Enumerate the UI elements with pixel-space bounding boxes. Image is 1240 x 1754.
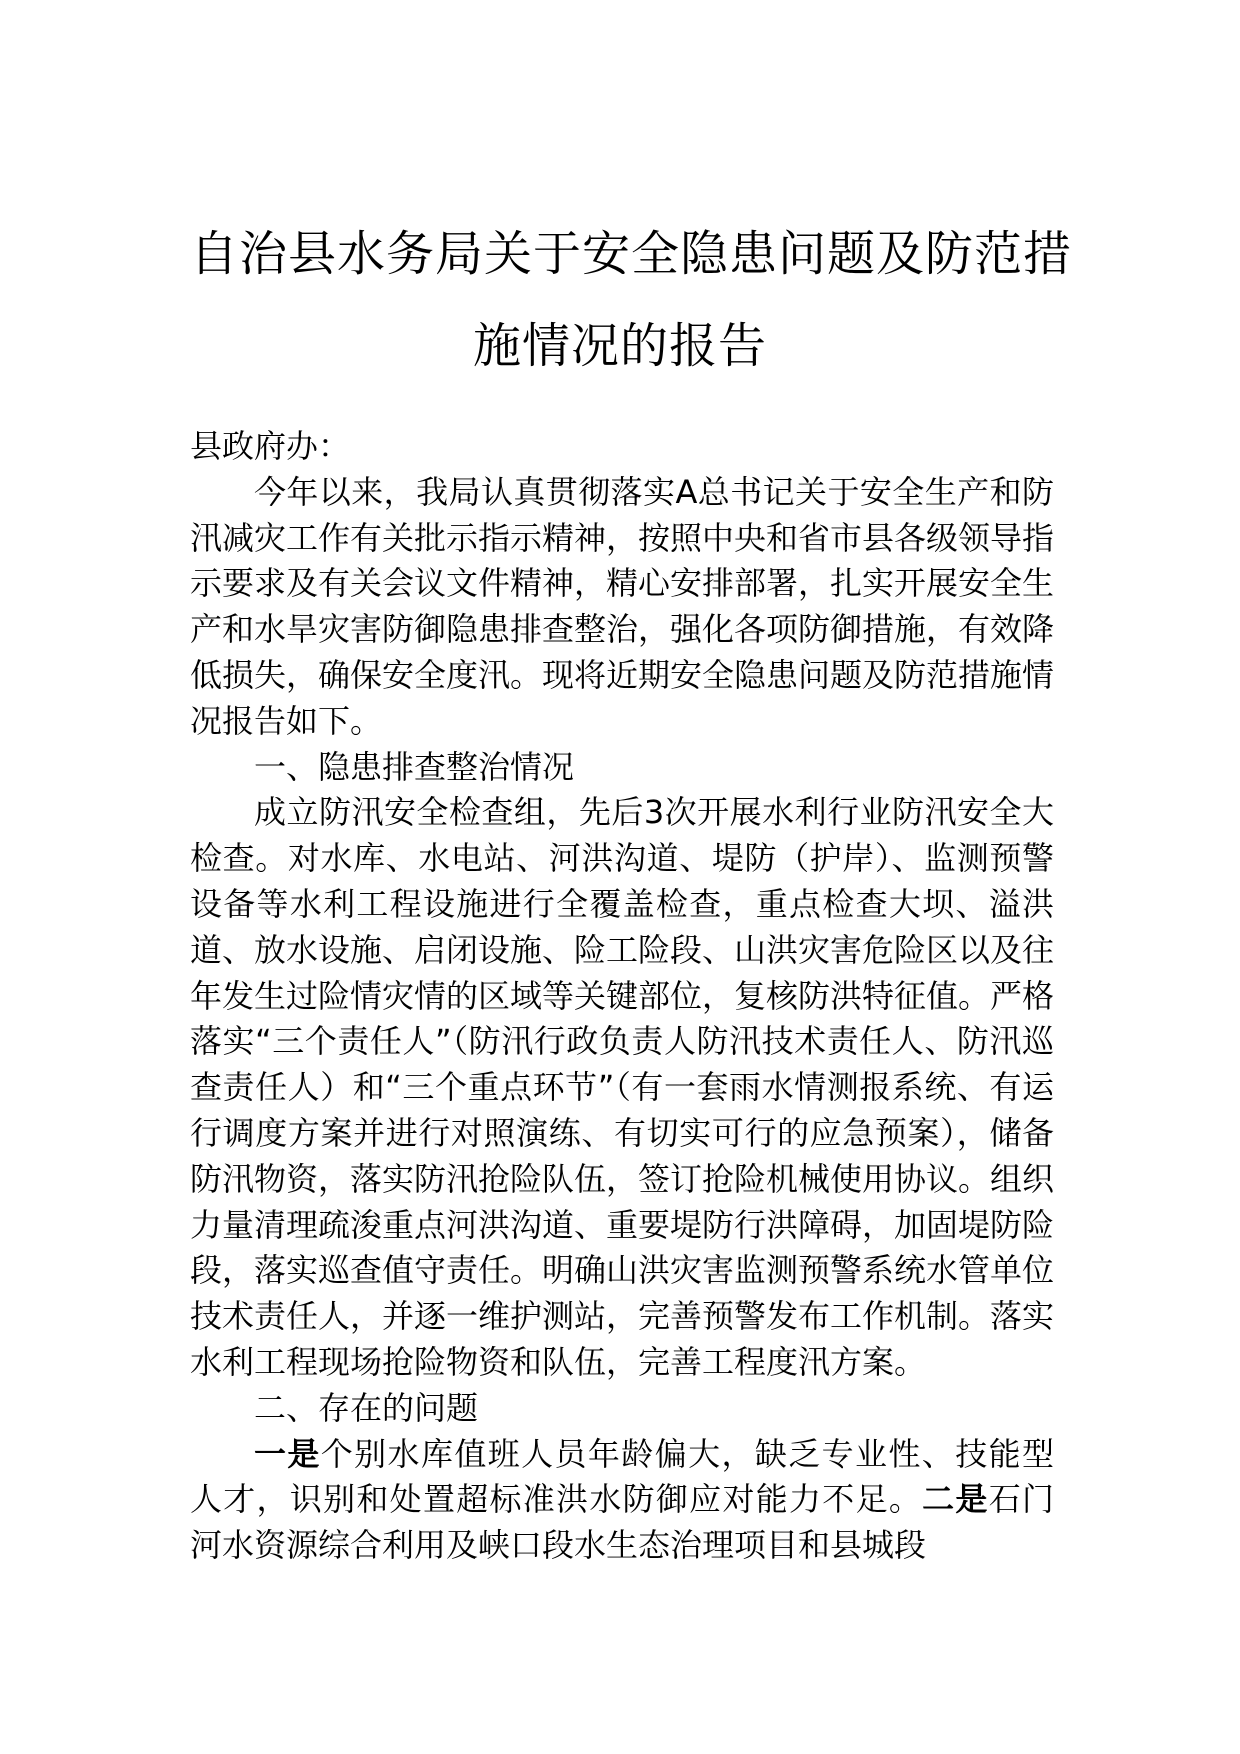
intro-paragraph: 今年以来，我局认真贯彻落实A总书记关于安全生产和防汛减灾工作有关批示指示精神，按照中央和省市县各级领导指示要求及有关会议文件精神，精心安排部署，扎实开展安全生产和水旱灾害防御隐患排查整治，强化各项防御措施，有效降低损失，确保安全度汛。现将近期安全隐患问题及防范措施情况报告如下。 <box>190 472 1055 740</box>
title-line-2: 施情况的报告 <box>472 318 767 374</box>
item-2-text: 石门河水资源综合利用及峡口段水生态治理项目和县城段 <box>190 1480 1054 1565</box>
section-heading-2: 二、存在的问题 <box>254 1388 479 1427</box>
section-1-paragraph: 成立防汛安全检查组，先后3次开展水利行业防汛安全大检查。对水库、水电站、河洪沟道、堤防（护岸）、监测预警设备等水利工程设施进行全覆盖检查，重点检查大坝、溢洪道、放水设施、启闭设施、险工险段、山洪灾害危险区以及往年发生过险情灾情的区域等关键部位，复核防洪特征值。严格落实“三个责任人”（防汛行政负责人防汛技术责任人、防汛巡查责任人）和“三个重点环节”（有一套雨水情测报系统、有运行调度方案并进行对照演练、有切实可行的应急预案），储备防汛物资，落实防汛抢险队伍，签订抢险机械使用协议。组织力量清理疏浚重点河洪沟道、重要堤防行洪障碍，加固堤防险段，落实巡查值守责任。明确山洪灾害监测预警系统水管单位技术责任人，并逐一维护测站，完善预警发布工作机制。落实水利工程现场抢险物资和队伍，完善工程度汛方案。 <box>190 793 1055 1381</box>
section-heading-1: 一、隐患排查整治情况 <box>254 747 575 786</box>
document-title <box>190 208 1073 392</box>
salutation: 县政府办： <box>190 427 351 465</box>
item-1-lead: 一是 <box>254 1434 321 1473</box>
title-line-1: 自治县水务局关于安全隐患问题及防范措 <box>190 226 1073 282</box>
item-1-text: 个别水库值班人员年龄偏大，缺乏专业性、技能型人才，识别和处置超标准洪水防御应对能力不足。 <box>190 1434 1054 1519</box>
item-2-lead: 二是 <box>922 1480 989 1519</box>
section-2-paragraph <box>190 1432 1054 1569</box>
document-body <box>190 424 1054 1569</box>
